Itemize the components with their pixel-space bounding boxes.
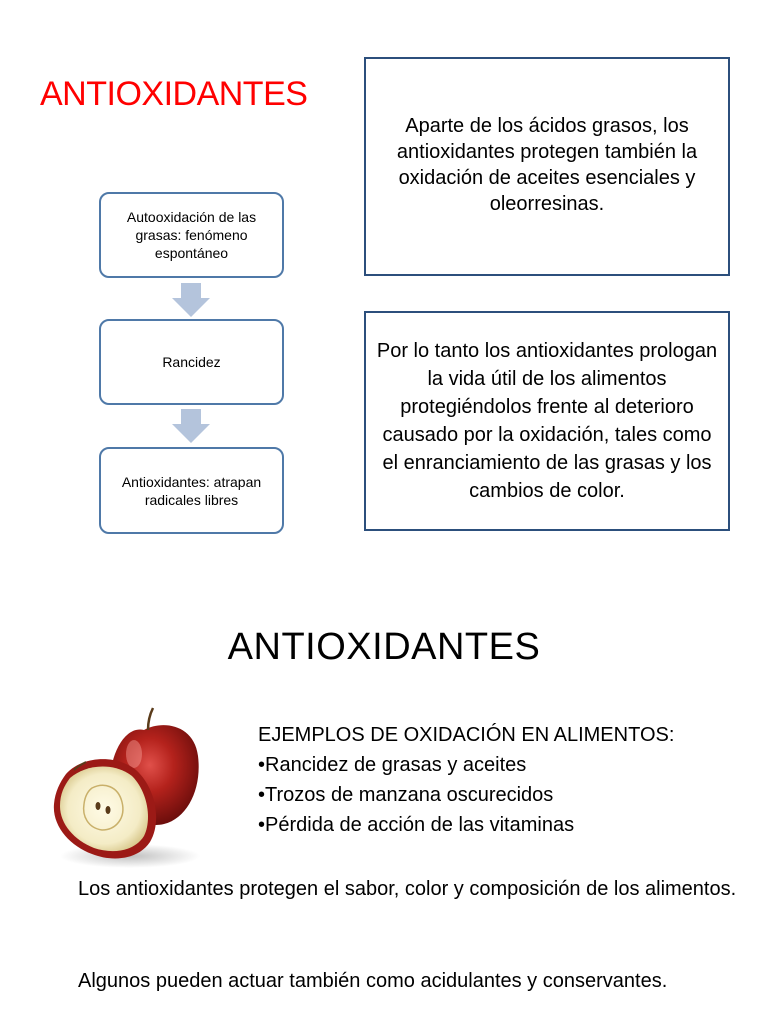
down-arrow-icon bbox=[172, 283, 210, 317]
flow-step-rancidity bbox=[99, 319, 284, 405]
info-box-essential-oils bbox=[364, 57, 730, 276]
down-arrow-icon bbox=[172, 409, 210, 443]
flow-step-text: Rancidez bbox=[162, 354, 221, 370]
examples-heading: EJEMPLOS DE OXIDACIÓN EN ALIMENTOS: bbox=[258, 724, 675, 746]
info-text: Aparte de los ácidos grasos, los antioxidantes protegen también la oxidación de aceites esenciales y oleorresinas. bbox=[396, 115, 698, 215]
flow-step-text: Autooxidación de las grasas: fenómeno espontáneo bbox=[126, 209, 257, 261]
flow-step-text: Antioxidantes: atrapan radicales libres bbox=[121, 473, 262, 508]
info-box-shelf-life bbox=[364, 311, 730, 531]
paragraph-protection: Los antioxidantes protegen el sabor, color y composición de los alimentos. bbox=[78, 878, 737, 900]
example-item: •Trozos de manzana oscurecidos bbox=[258, 784, 554, 806]
oxidation-examples bbox=[258, 720, 674, 840]
example-item: •Rancidez de grasas y aceites bbox=[258, 754, 527, 776]
apple-image bbox=[52, 706, 212, 874]
example-item: •Pérdida de acción de las vitaminas bbox=[258, 814, 575, 836]
paragraph-acidulants: Algunos pueden actuar también como acidulantes y conservantes. bbox=[78, 970, 668, 992]
info-text: Por lo tanto los antioxidantes prologan la vida útil de los alimentos protegiéndolos frente al deterioro causado por la oxidación, tales como el enranciamiento de las grasas y los cambios de color. bbox=[376, 340, 718, 502]
flow-step-autooxidation bbox=[99, 192, 284, 278]
slide2-title: ANTIOXIDANTES bbox=[227, 626, 541, 668]
slide1-title: ANTIOXIDANTES bbox=[40, 75, 308, 113]
flow-step-antioxidants bbox=[99, 447, 284, 534]
